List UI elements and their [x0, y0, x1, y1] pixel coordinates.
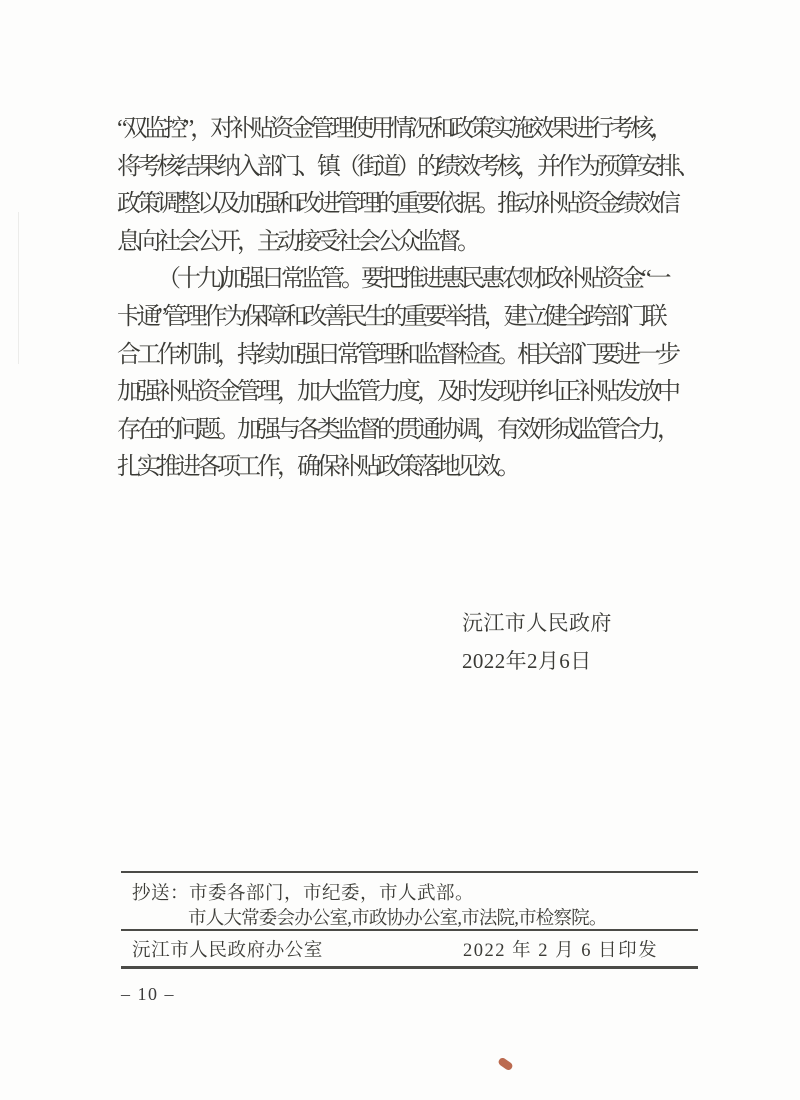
- signature-block: [462, 605, 612, 680]
- print-date: 2022 年 2 月 6 日印发: [463, 941, 659, 961]
- body-text-line: 加强补贴资金管理，加大监管力度，及时发现并纠正补贴发放中: [117, 379, 677, 406]
- body-text: [117, 111, 727, 487]
- body-text-line: 存在的问题。加强与各类监督的贯通协调，有效形成监管合力，: [117, 416, 677, 443]
- ink-speck: [497, 1056, 514, 1071]
- body-text-line: 合工作机制，持续加强日常管理和监督检查。相关部门要进一步: [117, 341, 677, 368]
- signature-date: 2022年2月6日: [462, 648, 592, 673]
- paper-edge-line: [18, 212, 19, 364]
- footer-divider-bottom: [121, 966, 698, 969]
- cc-line-2: 市人大常委会办公室,市政协办公室,市法院,市检察院。: [188, 909, 607, 929]
- footer-divider-top: [121, 871, 698, 873]
- body-text-line: 将考核结果纳入部门、镇（街道）的绩效考核，并作为预算安排、: [117, 153, 697, 180]
- footer-divider-middle: [121, 929, 698, 931]
- body-text-line: “双监控”，对补贴资金管理使用情况和政策实施效果进行考核，: [117, 116, 671, 142]
- body-text-line: 卡通”管理作为保障和改善民生的重要举措，建立健全跨部门联: [117, 303, 664, 330]
- page-number: – 10 –: [121, 984, 175, 1004]
- body-text-line: （十九)加强日常监管。要把推进惠民惠农财政补贴资金“一: [157, 266, 668, 293]
- body-text-line: 政策调整以及加强和改进管理的重要依据。推动补贴资金绩效信: [117, 191, 677, 218]
- signature-issuer: 沅江市人民政府: [462, 611, 612, 635]
- body-text-line: 息向社会公开，主动接受社会公众监督。: [117, 228, 477, 255]
- body-text-line: 扎实推进各项工作，确保补贴政策落地见效。: [117, 454, 517, 481]
- cc-line-1: 抄送：市委各部门，市纪委，市人武部。: [132, 884, 475, 904]
- issuing-office: 沅江市人民政府办公室: [132, 941, 324, 961]
